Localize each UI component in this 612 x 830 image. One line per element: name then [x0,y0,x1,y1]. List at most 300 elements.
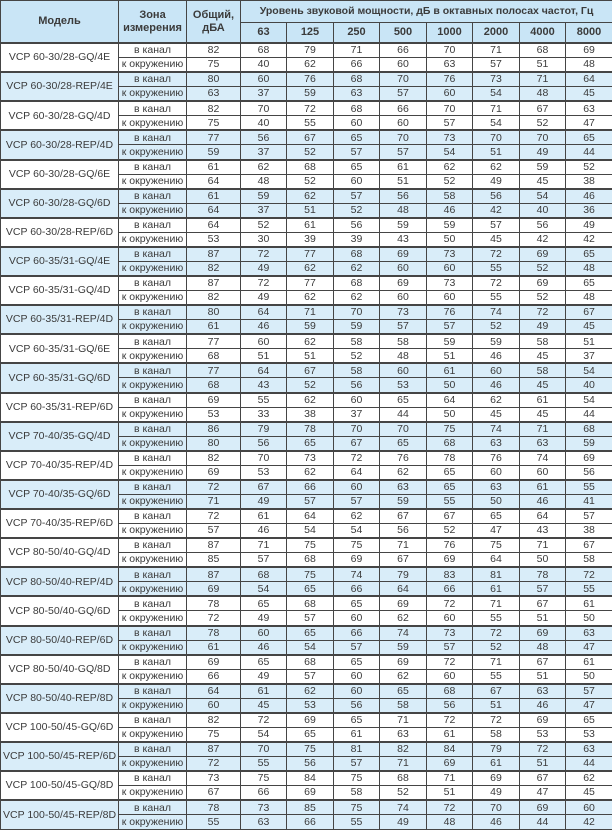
band-value-cell: 62 [241,160,287,175]
band-value-cell: 83 [427,567,473,582]
band-value-cell: 60 [473,363,520,378]
band-value-cell: 38 [566,524,612,539]
band-value-cell: 79 [473,742,520,757]
band-value-cell: 61 [241,684,287,699]
band-value-cell: 62 [380,465,427,480]
col-header-freq-2000: 2000 [473,23,520,44]
band-value-cell: 58 [566,553,612,568]
band-value-cell: 33 [241,407,287,422]
total-value-cell: 69 [187,582,241,597]
band-value-cell: 67 [334,436,380,451]
band-value-cell: 71 [473,596,520,611]
band-value-cell: 53 [566,727,612,742]
band-value-cell: 69 [427,757,473,772]
band-value-cell: 48 [566,261,612,276]
band-value-cell: 51 [427,786,473,801]
band-value-cell: 43 [241,378,287,393]
band-value-cell: 65 [334,160,380,175]
col-header-total-dba: Общий, дБА [187,1,241,44]
col-header-freq-63: 63 [241,23,287,44]
band-value-cell: 50 [473,494,520,509]
model-cell: VCP 60-30/28-GQ/6E [1,160,119,189]
band-value-cell: 68 [566,422,612,437]
band-value-cell: 63 [334,87,380,102]
col-header-freq-1000: 1000 [427,23,473,44]
band-value-cell: 63 [520,684,566,699]
model-cell: VCP 60-30/28-GQ/4D [1,101,119,130]
band-value-cell: 44 [520,815,566,830]
band-value-cell: 57 [287,669,334,684]
band-value-cell: 46 [241,524,287,539]
band-value-cell: 52 [287,145,334,160]
band-value-cell: 54 [334,524,380,539]
band-value-cell: 63 [566,626,612,641]
band-value-cell: 57 [334,145,380,160]
total-value-cell: 55 [187,815,241,830]
band-value-cell: 44 [566,145,612,160]
band-value-cell: 55 [287,116,334,131]
band-value-cell: 43 [380,232,427,247]
band-value-cell: 73 [427,130,473,145]
band-value-cell: 65 [566,276,612,291]
band-value-cell: 56 [520,218,566,233]
zone-cell-duct: в канал [119,655,187,670]
band-value-cell: 81 [473,567,520,582]
band-value-cell: 62 [473,160,520,175]
band-value-cell: 48 [241,174,287,189]
band-value-cell: 48 [380,349,427,364]
band-value-cell: 57 [334,189,380,204]
band-value-cell: 68 [427,436,473,451]
zone-cell-duct: в канал [119,218,187,233]
band-value-cell: 62 [334,261,380,276]
band-value-cell: 51 [287,349,334,364]
band-value-cell: 66 [287,815,334,830]
zone-cell-ambient: к окружению [119,232,187,247]
zone-cell-ambient: к окружению [119,145,187,160]
band-value-cell: 55 [241,757,287,772]
zone-cell-duct: в канал [119,626,187,641]
band-value-cell: 69 [427,553,473,568]
model-cell: VCP 70-40/35-REP/6D [1,509,119,538]
band-value-cell: 69 [334,553,380,568]
zone-cell-duct: в канал [119,189,187,204]
band-value-cell: 75 [473,538,520,553]
band-value-cell: 70 [520,130,566,145]
band-value-cell: 57 [334,640,380,655]
band-value-cell: 64 [520,509,566,524]
band-value-cell: 60 [427,669,473,684]
band-value-cell: 54 [287,524,334,539]
band-value-cell: 65 [427,465,473,480]
band-value-cell: 75 [287,742,334,757]
total-value-cell: 68 [187,378,241,393]
table-row-duct [1,130,612,145]
band-value-cell: 52 [520,261,566,276]
band-value-cell: 71 [241,538,287,553]
band-value-cell: 49 [473,174,520,189]
band-value-cell: 59 [427,218,473,233]
band-value-cell: 74 [473,422,520,437]
band-value-cell: 50 [566,611,612,626]
model-cell: VCP 60-35/31-REP/4D [1,305,119,334]
zone-cell-ambient: к окружению [119,669,187,684]
band-value-cell: 30 [241,232,287,247]
band-value-cell: 71 [427,771,473,786]
band-value-cell: 70 [473,130,520,145]
band-value-cell: 42 [473,203,520,218]
band-value-cell: 64 [241,363,287,378]
band-value-cell: 74 [334,567,380,582]
band-value-cell: 60 [334,684,380,699]
band-value-cell: 45 [520,378,566,393]
band-value-cell: 72 [473,713,520,728]
band-value-cell: 69 [566,43,612,58]
model-cell: VCP 60-30/28-GQ/4E [1,43,119,72]
table-row-duct [1,684,612,699]
band-value-cell: 60 [427,261,473,276]
zone-cell-ambient: к окружению [119,58,187,73]
band-value-cell: 72 [241,276,287,291]
band-value-cell: 73 [427,626,473,641]
band-value-cell: 59 [380,218,427,233]
band-value-cell: 46 [473,349,520,364]
band-value-cell: 45 [241,698,287,713]
band-value-cell: 60 [241,72,287,87]
band-value-cell: 70 [241,101,287,116]
band-value-cell: 62 [566,771,612,786]
band-value-cell: 45 [520,349,566,364]
table-row-duct [1,247,612,262]
band-value-cell: 52 [241,218,287,233]
model-cell: VCP 80-50/40-GQ/8D [1,655,119,684]
band-value-cell: 55 [473,669,520,684]
band-value-cell: 51 [520,58,566,73]
band-value-cell: 51 [473,145,520,160]
zone-cell-ambient: к окружению [119,291,187,306]
zone-cell-ambient: к окружению [119,494,187,509]
band-value-cell: 46 [473,378,520,393]
band-value-cell: 58 [473,727,520,742]
band-value-cell: 62 [287,261,334,276]
band-value-cell: 70 [334,422,380,437]
band-value-cell: 58 [520,334,566,349]
total-value-cell: 87 [187,247,241,262]
col-header-freq-125: 125 [287,23,334,44]
total-value-cell: 73 [187,771,241,786]
total-value-cell: 75 [187,116,241,131]
band-value-cell: 69 [287,713,334,728]
band-value-cell: 68 [287,160,334,175]
band-value-cell: 52 [287,174,334,189]
model-cell: VCP 70-40/35-GQ/4D [1,422,119,451]
band-value-cell: 73 [473,72,520,87]
band-value-cell: 66 [287,480,334,495]
band-value-cell: 67 [380,509,427,524]
band-value-cell: 63 [473,480,520,495]
band-value-cell: 60 [427,291,473,306]
table-row-duct [1,742,612,757]
band-value-cell: 54 [241,582,287,597]
table-row-duct [1,538,612,553]
total-value-cell: 82 [187,101,241,116]
total-value-cell: 71 [187,494,241,509]
total-value-cell: 80 [187,305,241,320]
band-value-cell: 54 [287,640,334,655]
band-value-cell: 52 [520,116,566,131]
total-value-cell: 64 [187,684,241,699]
band-value-cell: 56 [334,218,380,233]
band-value-cell: 49 [241,611,287,626]
table-row-duct [1,596,612,611]
band-value-cell: 72 [287,101,334,116]
band-value-cell: 55 [473,291,520,306]
band-value-cell: 64 [334,465,380,480]
band-value-cell: 73 [427,276,473,291]
band-value-cell: 57 [566,684,612,699]
zone-cell-duct: в канал [119,800,187,815]
band-value-cell: 63 [473,436,520,451]
band-value-cell: 72 [473,276,520,291]
band-value-cell: 52 [473,320,520,335]
band-value-cell: 57 [427,116,473,131]
band-value-cell: 62 [287,334,334,349]
band-value-cell: 67 [287,363,334,378]
band-value-cell: 70 [427,43,473,58]
col-header-freq-4000: 4000 [520,23,566,44]
band-value-cell: 63 [566,742,612,757]
band-value-cell: 68 [520,43,566,58]
band-value-cell: 54 [520,189,566,204]
band-value-cell: 64 [287,509,334,524]
model-cell: VCP 100-50/45-REP/6D [1,742,119,771]
band-value-cell: 61 [566,596,612,611]
band-value-cell: 71 [473,101,520,116]
band-value-cell: 65 [334,655,380,670]
total-value-cell: 53 [187,232,241,247]
zone-cell-duct: в канал [119,72,187,87]
total-value-cell: 78 [187,626,241,641]
band-value-cell: 54 [473,116,520,131]
model-cell: VCP 60-35/31-REP/6D [1,393,119,422]
band-value-cell: 71 [334,43,380,58]
band-value-cell: 61 [473,582,520,597]
band-value-cell: 64 [380,582,427,597]
band-value-cell: 59 [380,494,427,509]
band-value-cell: 57 [241,553,287,568]
band-value-cell: 62 [287,291,334,306]
band-value-cell: 78 [520,567,566,582]
zone-cell-ambient: к окружению [119,786,187,801]
band-value-cell: 59 [427,334,473,349]
band-value-cell: 52 [566,160,612,175]
band-value-cell: 51 [380,174,427,189]
band-value-cell: 40 [520,203,566,218]
band-value-cell: 72 [427,655,473,670]
band-value-cell: 48 [566,58,612,73]
total-value-cell: 80 [187,72,241,87]
band-value-cell: 45 [566,320,612,335]
band-value-cell: 56 [334,378,380,393]
total-value-cell: 72 [187,757,241,772]
band-value-cell: 59 [287,320,334,335]
band-value-cell: 65 [566,247,612,262]
band-value-cell: 69 [566,451,612,466]
band-value-cell: 60 [334,174,380,189]
band-value-cell: 50 [427,232,473,247]
total-value-cell: 69 [187,393,241,408]
band-value-cell: 49 [380,815,427,830]
band-value-cell: 68 [380,771,427,786]
band-value-cell: 54 [473,87,520,102]
band-value-cell: 57 [520,582,566,597]
zone-cell-duct: в канал [119,363,187,378]
band-value-cell: 49 [520,145,566,160]
band-value-cell: 59 [380,640,427,655]
band-value-cell: 57 [473,58,520,73]
band-value-cell: 60 [334,393,380,408]
band-value-cell: 44 [380,407,427,422]
band-value-cell: 68 [287,596,334,611]
band-value-cell: 65 [241,655,287,670]
table-row-duct [1,422,612,437]
band-value-cell: 51 [427,349,473,364]
table-row-duct [1,218,612,233]
band-value-cell: 56 [241,130,287,145]
band-value-cell: 47 [566,116,612,131]
band-value-cell: 74 [520,451,566,466]
band-value-cell: 81 [334,742,380,757]
zone-cell-duct: в канал [119,422,187,437]
band-value-cell: 71 [520,422,566,437]
band-value-cell: 50 [520,553,566,568]
band-value-cell: 60 [241,334,287,349]
band-value-cell: 46 [241,320,287,335]
band-value-cell: 52 [380,786,427,801]
band-value-cell: 52 [427,174,473,189]
band-value-cell: 62 [380,611,427,626]
band-value-cell: 73 [287,451,334,466]
band-value-cell: 62 [427,160,473,175]
band-value-cell: 60 [334,480,380,495]
band-value-cell: 67 [241,480,287,495]
model-cell: VCP 100-50/45-REP/8D [1,800,119,829]
model-cell: VCP 60-30/28-REP/4D [1,130,119,159]
band-value-cell: 69 [380,655,427,670]
band-value-cell: 67 [566,538,612,553]
band-value-cell: 65 [427,480,473,495]
zone-cell-ambient: к окружению [119,582,187,597]
band-value-cell: 66 [334,58,380,73]
band-value-cell: 47 [566,640,612,655]
table-row-duct [1,480,612,495]
col-header-freq-500: 500 [380,23,427,44]
zone-cell-duct: в канал [119,451,187,466]
band-value-cell: 66 [334,582,380,597]
band-value-cell: 63 [520,436,566,451]
band-value-cell: 46 [473,815,520,830]
zone-cell-duct: в канал [119,130,187,145]
band-value-cell: 55 [427,494,473,509]
band-value-cell: 47 [566,698,612,713]
band-value-cell: 54 [566,363,612,378]
band-value-cell: 66 [334,626,380,641]
total-value-cell: 64 [187,218,241,233]
band-value-cell: 42 [566,815,612,830]
band-value-cell: 72 [334,451,380,466]
zone-cell-duct: в канал [119,538,187,553]
total-value-cell: 61 [187,640,241,655]
band-value-cell: 72 [241,713,287,728]
band-value-cell: 67 [427,509,473,524]
band-value-cell: 70 [427,101,473,116]
total-value-cell: 67 [187,786,241,801]
zone-cell-ambient: к окружению [119,203,187,218]
model-cell: VCP 60-35/31-GQ/6D [1,363,119,392]
model-cell: VCP 80-50/40-GQ/6D [1,596,119,625]
band-value-cell: 69 [520,626,566,641]
table-row-duct [1,567,612,582]
band-value-cell: 46 [520,494,566,509]
band-value-cell: 57 [380,87,427,102]
band-value-cell: 54 [566,393,612,408]
band-value-cell: 75 [287,567,334,582]
band-value-cell: 61 [473,757,520,772]
band-value-cell: 61 [520,393,566,408]
band-value-cell: 65 [287,582,334,597]
zone-cell-ambient: к окружению [119,320,187,335]
band-value-cell: 82 [380,742,427,757]
band-value-cell: 55 [334,815,380,830]
table-row-duct [1,160,612,175]
band-value-cell: 44 [566,757,612,772]
table-row-duct [1,334,612,349]
band-value-cell: 75 [334,538,380,553]
total-value-cell: 77 [187,363,241,378]
band-value-cell: 39 [334,232,380,247]
band-value-cell: 58 [334,786,380,801]
band-value-cell: 49 [473,786,520,801]
band-value-cell: 74 [380,626,427,641]
zone-cell-duct: в канал [119,713,187,728]
band-value-cell: 63 [427,58,473,73]
band-value-cell: 58 [520,363,566,378]
band-value-cell: 70 [334,305,380,320]
band-value-cell: 69 [520,800,566,815]
band-value-cell: 72 [520,742,566,757]
band-value-cell: 72 [427,596,473,611]
band-value-cell: 48 [520,640,566,655]
band-value-cell: 75 [287,538,334,553]
band-value-cell: 56 [241,436,287,451]
band-value-cell: 57 [380,320,427,335]
band-value-cell: 50 [566,669,612,684]
band-value-cell: 74 [473,305,520,320]
band-value-cell: 49 [241,669,287,684]
zone-cell-duct: в канал [119,742,187,757]
model-cell: VCP 60-35/31-GQ/4D [1,276,119,305]
band-value-cell: 44 [566,407,612,422]
band-value-cell: 62 [473,393,520,408]
band-value-cell: 68 [241,567,287,582]
band-value-cell: 54 [241,727,287,742]
band-value-cell: 69 [520,247,566,262]
total-value-cell: 61 [187,160,241,175]
band-value-cell: 45 [473,232,520,247]
band-value-cell: 51 [520,669,566,684]
band-value-cell: 67 [380,553,427,568]
band-value-cell: 37 [241,87,287,102]
